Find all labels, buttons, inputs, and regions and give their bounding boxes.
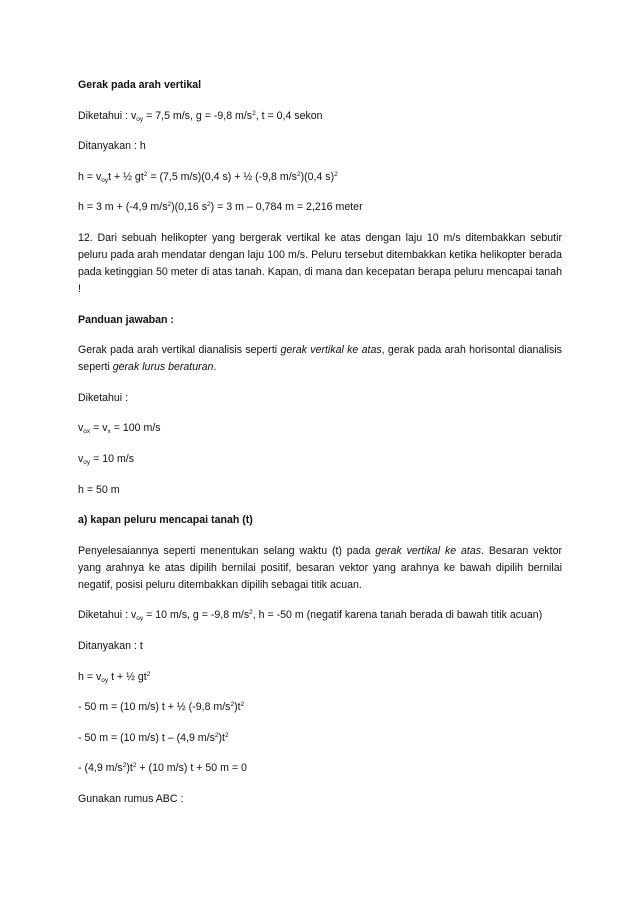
given-vox — [78, 420, 562, 437]
closing-line: Gunakan rumus ABC : — [78, 792, 184, 805]
equation-line — [78, 699, 562, 716]
given-line — [78, 108, 562, 125]
text-run: , h = -50 m (negatif karena tanah berada di bawah titik acuan) — [252, 609, 543, 622]
guide-paragraph — [78, 342, 562, 376]
text-run: t + ½ gt — [108, 670, 147, 683]
emphasis: gerak vertikal ke atas — [375, 544, 482, 557]
text-run: - (4,9 m/s — [78, 762, 123, 775]
text-run: h = 3 m + (-4,9 m/s — [78, 201, 168, 214]
asked-line: Ditanyakan : t — [78, 639, 143, 652]
subscript: oy — [83, 458, 91, 466]
text-run: ) = 3 m – 0,784 m = 2,216 meter — [210, 201, 363, 214]
subsection-heading: a) kapan peluru mencapai tanah (t) — [78, 514, 253, 527]
equation-line — [78, 760, 562, 777]
solution-paragraph — [78, 543, 562, 594]
section-heading: Gerak pada arah vertikal — [78, 79, 202, 91]
given-label: Diketahui : — [78, 391, 129, 404]
subscript: oy — [136, 615, 144, 623]
emphasis: gerak vertikal ke atas — [280, 344, 382, 357]
text-run: )t — [234, 701, 241, 714]
text-run: t + ½ gt — [108, 170, 144, 183]
subscript: oy — [101, 176, 109, 184]
text-run: h = v — [78, 670, 102, 683]
text-run: . — [213, 361, 217, 374]
guide-heading: Panduan jawaban : — [78, 313, 174, 326]
text-run: )t — [126, 762, 133, 775]
text-run: = 10 m/s — [90, 452, 135, 465]
equation-line — [78, 669, 562, 686]
text-run: = v — [90, 422, 108, 435]
text-run: )t — [218, 731, 225, 744]
text-run: Diketahui : v — [78, 609, 137, 622]
superscript: 2 — [132, 762, 137, 770]
superscript: 2 — [122, 762, 127, 770]
superscript: 2 — [249, 609, 253, 617]
equation-line — [78, 169, 562, 186]
text-run: Penyelesaiannya seperti menentukan selang waktu (t) pada — [78, 544, 376, 557]
given-line — [78, 607, 562, 624]
text-run: h = v — [78, 170, 102, 183]
text-run: , t = 0,4 sekon — [255, 109, 323, 122]
subscript: ox — [83, 428, 91, 436]
text-run: = 100 m/s — [110, 422, 161, 435]
text-run: + (10 m/s) t + 50 m = 0 — [136, 762, 247, 775]
superscript: 2 — [167, 201, 172, 209]
text-run: )(0,4 s) — [300, 170, 335, 183]
superscript: 2 — [207, 201, 211, 209]
text-run: )(0,16 s — [171, 201, 208, 214]
text-run: v — [78, 452, 84, 465]
text-run: - 50 m = (10 m/s) t + ½ (-9,8 m/s — [78, 701, 231, 714]
text-run: Gerak pada arah vertikal dianalisis seperti — [78, 344, 281, 357]
problem-statement: 12. Dari sebuah helikopter yang bergerak vertikal ke atas dengan laju 10 m/s ditembakkan sebutir peluru pada arah mendatar dengan laju 100 m/s. Peluru tersebut ditembakkan ketika helikopter berada pada ketinggian 50 meter di atas tanah. Kapan, di mana dan kecepatan berapa peluru mencapai tanah ! — [78, 231, 562, 295]
superscript: 2 — [296, 170, 301, 178]
emphasis: gerak lurus beraturan — [112, 361, 214, 374]
superscript: 2 — [214, 731, 219, 739]
asked-line: Ditanyakan : h — [78, 140, 146, 153]
text-run: . Besaran vektor yang arahnya ke atas dipilih bernilai positif, besaran vektor yang arahnya ke bawah dipilih bernilai negatif, posisi peluru ditembakkan dipilih sebagai titik acuan. — [78, 544, 562, 591]
equation-line — [78, 199, 562, 216]
superscript: 2 — [240, 701, 245, 709]
given-voy — [78, 451, 562, 468]
text-run: = (7,5 m/s)(0,4 s) + ½ (-9,8 m/s — [147, 170, 297, 183]
subscript: oy — [101, 676, 109, 684]
superscript: 2 — [230, 701, 235, 709]
text-run: Diketahui : v — [78, 109, 137, 122]
superscript: 2 — [252, 109, 256, 117]
subscript: x — [107, 428, 111, 436]
superscript: 2 — [146, 670, 151, 678]
superscript: 2 — [143, 170, 148, 178]
text-run: - 50 m = (10 m/s) t – (4,9 m/s — [78, 731, 215, 744]
text-run: v — [78, 422, 84, 435]
given-height: h = 50 m — [78, 483, 120, 496]
equation-line — [78, 730, 562, 747]
superscript: 2 — [334, 170, 338, 178]
superscript: 2 — [224, 731, 229, 739]
text-run: , gerak pada arah horisontal dianalisis seperti — [78, 344, 562, 374]
subscript: oy — [136, 115, 144, 123]
text-run: = 7,5 m/s, g = -9,8 m/s — [143, 109, 253, 122]
text-run: = 10 m/s, g = -9,8 m/s — [143, 609, 250, 622]
